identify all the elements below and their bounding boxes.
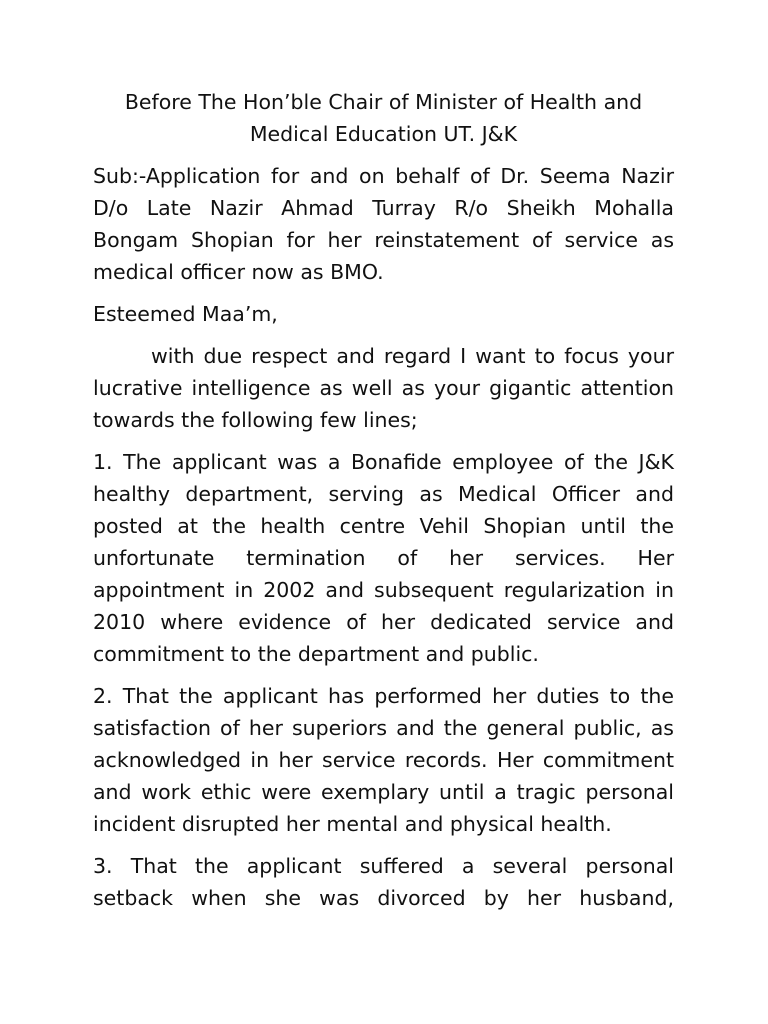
point-3-paragraph: 3. That the applicant suffered a several personal setback when she was divorced by her husband, <box>93 854 674 910</box>
heading-line-2: Medical Education UT. J&K <box>249 122 518 146</box>
document-heading <box>93 86 674 150</box>
intro-paragraph: with due respect and regard I want to focus your lucrative intelligence as well as your gigantic attention towards the following few lines; <box>93 344 674 432</box>
heading-line-1: Before The Hon’ble Chair of Minister of Health and <box>124 90 643 114</box>
point-2-paragraph: 2. That the applicant has performed her duties to the satisfaction of her superiors and the general public, as acknowledged in her service records. Her commitment and work ethic were exemplary until a tragic personal incident disrupted her mental and physical health. <box>93 684 674 836</box>
salutation: Esteemed Maa’m, <box>93 302 278 326</box>
subject-paragraph: Sub:-Application for and on behalf of Dr. Seema Nazir D/o Late Nazir Ahmad Turray R/o Sheikh Mohalla Bongam Shopian for her reinstatement of service as medical officer now as BMO. <box>93 164 674 284</box>
point-1-paragraph: 1. The applicant was a Bonafide employee of the J&K healthy department, serving as Medical Officer and posted at the health centre Vehil Shopian until the unfortunate termination of her services. Her appointment in 2002 and subsequent regularization in 2010 where evidence of her dedicated service and commitment to the department and public. <box>93 450 674 666</box>
